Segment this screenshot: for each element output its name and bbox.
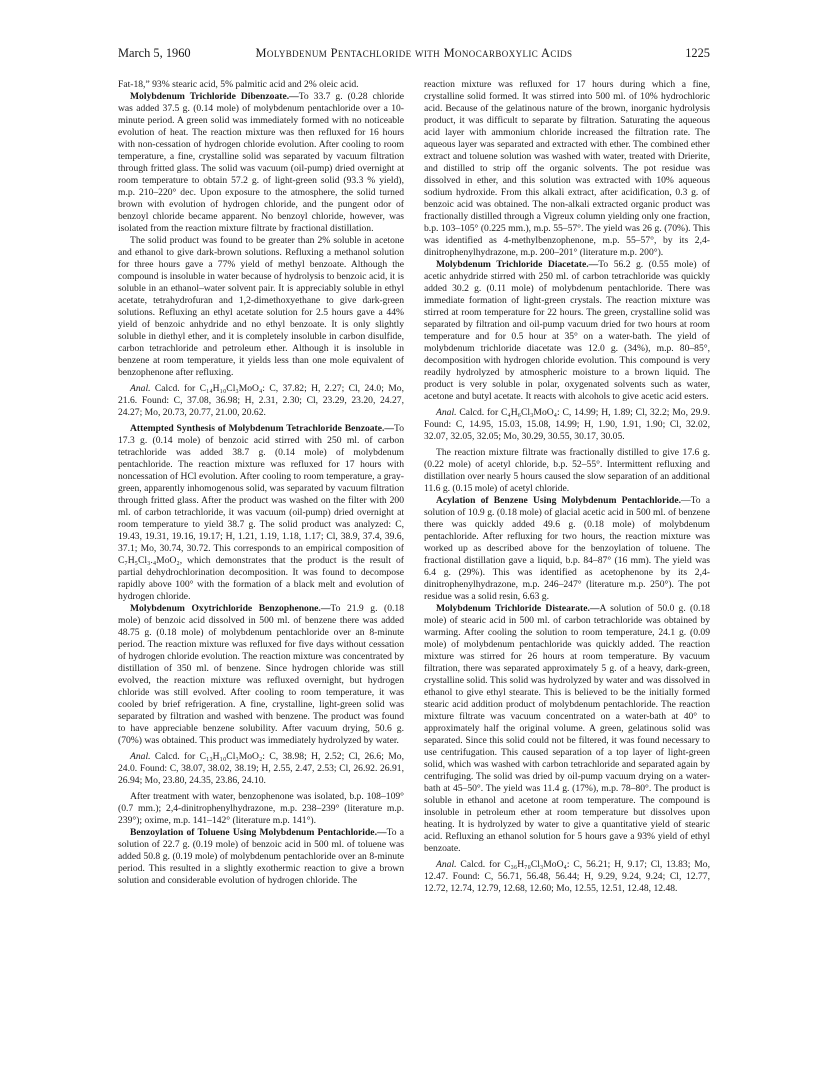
section-paragraph — [424, 603, 710, 855]
left-column — [118, 79, 404, 1009]
paragraph-text: The reaction mixture filtrate was fractionally distilled to give 17.6 g. (0.22 mole) of acetyl chloride, b.p. 52–55°. Intermittent refluxing and distillation over nearly 5 hours caused the slow separation of an additional 11.6 g. (0.15 mole) of acetyl chloride. — [424, 447, 710, 494]
section-paragraph — [118, 91, 404, 235]
section-heading: Attempted Synthesis of Molybdenum Tetrachloride Benzoate.— — [130, 423, 394, 434]
paragraph-text: After treatment with water, benzophenone was isolated, b.p. 108–109° (0.7 mm.); 2,4-dinitrophenylhydrazone, m.p. 238–239° (literature m.p. 239°); oxime, m.p. 141–142° (literature m.p. 141°). — [118, 791, 404, 826]
paragraph — [424, 79, 710, 259]
page-number: 1225 — [685, 46, 710, 60]
section-text: To 21.9 g. (0.18 mole) of benzoic acid dissolved in 500 ml. of benzene there was added 48.75 g. (0.18 mole) of molybdenum pentachloride over an 8-minute period. The reaction mixture was refluxed for five days without cessation of hydrogen chloride evolution. The reaction mixture was concentrated by distillation of 350 ml. of benzene. Since hydrogen chloride was still evolved, the reaction mixture was refluxed overnight, but hydrogen chloride was still evolved. After cooling to room temperature, it was cooled by brief refrigeration. A fine, crystalline, light-green solid was separated by filtration and washed with benzene. The product was found to have appreciable benzene solubility. After vacuum drying, 50.6 g. (70%) was obtained. This product was immediately hydrolyzed by water. — [118, 603, 404, 746]
section-paragraph — [118, 603, 404, 747]
analysis-values: Calcd. for C₁₃H₁₀Cl₃MoO₂: C, 38.98; H, 2.52; Cl, 26.6; Mo, 24.0. Found: C, 38.07, 38.02, 38.19; H, 2.55, 2.47, 2.53; Cl, 26.92. 26.91, 26.94; Mo, 23.80, 24.35, 23.86, 24.10. — [118, 751, 404, 786]
paragraph — [118, 791, 404, 827]
section-text: To a solution of 22.7 g. (0.19 mole) of benzoic acid in 500 ml. of toluene was added 50.8 g. (0.19 mole) of molybdenum pentachloride over an 8-minute period. This resulted in a slightly exothermic reaction to give a brown solution and considerable evolution of hydrogen chloride. The — [118, 827, 404, 886]
analysis-label: Anal. — [436, 407, 457, 418]
section-text: To 33.7 g. (0.28 chloride was added 37.5 g. (0.14 mole) of molybdenum pentachloride over a 10-minute period. A green solid was immediately formed with no noticeable evolution of heat. The reaction mixture was then refluxed for 16 hours with non-cessation of hydrogen chloride evolution. After cooling to room temperature, a fine, crystalline solid was separated by vacuum filtration through fritted glass. The solid was vacuum (oil-pump) dried overnight at room temperature to obtain 57.2 g. of light-green solid (93.3 % yield), m.p. 210–220° dec. Upon exposure to the atmosphere, the solid turned brown with evolution of hydrogen chloride, and the pungent odor of benzoyl chloride became apparent. No benzoyl chloride, however, was isolated from the reaction mixture filtrate by fractional distillation. — [118, 91, 404, 234]
section-heading: Molybdenum Oxytrichloride Benzophenone.— — [130, 603, 331, 614]
paragraph-text: reaction mixture was refluxed for 17 hours during which a fine, crystalline solid formed. It was stirred into 500 ml. of 10% hydrochloric acid. Because of the gelatinous nature of the brown, inorganic hydrolysis product, it was difficult to separate by filtration. Saturating the aqueous acid layer with ammonium chloride increased the filtration rate. The aqueous layer was separated and extracted with ether. The combined ether extract and toluene solution was washed with water, treated with Drierite, and distilled to strip off the organic solvents. The pot residue was dissolved in ether, and this solution was extracted with 10% aqueous sodium hydroxide. From this alkali extract, after acidification, 0.3 g. of benzoic acid was obtained. The non-alkali extracted organic product was fractionally distilled through a Vigreux column yielding only one fraction, b.p. 103–105° (0.225 mm.), m.p. 55–57°. The yield was 26 g. (70%). This was identified as 4-methylbenzophenone, m.p. 55–57°, by its 2,4-dinitrophenylhydrazone, m.p. 200–201° (literature m.p. 200°). — [424, 79, 710, 258]
section-paragraph — [118, 423, 404, 603]
analysis-paragraph — [424, 859, 710, 895]
running-title: Molybdenum Pentachloride with Monocarboxylic Acids — [255, 46, 573, 60]
analysis-paragraph — [118, 751, 404, 787]
paragraph — [118, 235, 404, 379]
analysis-label: Anal. — [130, 751, 151, 762]
section-paragraph — [118, 827, 404, 887]
analysis-label: Anal. — [130, 383, 151, 394]
right-column — [424, 79, 710, 1009]
analysis-values: Calcd. for C₁₄H₁₀Cl₃MoO₄: C, 37.82; H, 2.27; Cl, 24.0; Mo, 21.6. Found: C, 37.08, 36.98; H, 2.31, 2.30; Cl, 23.29, 23.20, 24.27, 24.27; Mo, 20.73, 20.77, 21.00, 20.62. — [118, 383, 404, 418]
section-text: —To a solution of 10.9 g. (0.18 mole) of glacial acetic acid in 500 ml. of benzene there was quickly added 49.6 g. (0.18 mole) of molybdenum pentachloride. After refluxing for two hours, the reaction mixture was worked up as described above for the benzoylation of toluene. The fractional distillation gave a liquid, b.p. 84–87° (16 mm). The yield was 6.4 g. (29%). This was identified as acetophenone by its 2,4-dinitrophenylhydrazone, m.p. 246–247° (literature m.p. 250°). The pot residue was a solid resin, 6.63 g. — [424, 495, 710, 602]
page-header — [118, 46, 710, 64]
paragraph — [424, 447, 710, 495]
paragraph-text: The solid product was found to be greater than 2% soluble in acetone and ethanol to give dark-brown solutions. Refluxing a methanol solution for three hours gave a 77% yield of methyl benzoate. Although the compound is insoluble in water because of hydrolysis to benzoic acid, it is soluble in an ethanol–water solvent pair. It is appreciably soluble in ethyl acetate, tetrahydrofuran and 1,2-dimethoxyethane to give dark-green solutions. Refluxing an ethyl acetate solution for 2.5 hours gave a 44% yield of benzoic anhydride and no ethyl benzoate. It is only slightly soluble in diethyl ether, and it is completely insoluble in carbon disulfide, carbon tetrachloride and petroleum ether. Although it is insoluble in benzene at room temperature, it yields less than one mole equivalent of benzophenone after refluxing. — [118, 235, 404, 378]
section-text: To 17.3 g. (0.14 mole) of benzoic acid stirred with 250 ml. of carbon tetrachloride was added 38.7 g. (0.14 mole) of molybdenum pentachloride. The reaction mixture was refluxed for 17 hours with noncessation of HCl evolution. After cooling to room temperature, a gray-green, apparently inhomogenous solid, was separated by vacuum filtration through fritted glass. After the product was washed on the filter with 200 ml. of carbon tetrachloride, it was vacuum (oil-pump) dried overnight at room temperature to yield 38.7 g. The solid product was analyzed: C, 19.43, 19.31, 19.16, 19.17; H, 1.21, 1.19, 1.18, 1.17; Cl, 38.9, 37.4, 39.6, 37.1; Mo, 30.74, 30.72. This corresponds to an empirical composition of C₇H₅Cl₃.₄MoO₂, which demonstrates that the product is the result of partial dehydrochlorination decomposition. It was found to decompose rapidly above 100° with the formation of a black melt and evolution of hydrogen chloride. — [118, 423, 404, 602]
analysis-label: Anal. — [436, 859, 457, 870]
section-heading: Molybdenum Trichloride Dibenzoate.— — [130, 91, 299, 102]
section-heading: Acylation of Benzene Using Molybdenum Pentachloride. — [436, 495, 682, 506]
section-heading: Benzoylation of Toluene Using Molybdenum Pentachloride.— — [130, 827, 387, 838]
analysis-values: Calcd. for C₃₆H₇₀Cl₃MoO₄: C, 56.21; H, 9.17; Cl, 13.83; Mo, 12.47. Found: C, 56.71, 56.48, 56.44; H, 9.29, 9.24, 9.24; Cl, 12.77, 12.72, 12.74, 12.79, 12.68, 12.60; Mo, 12.55, 12.51, 12.48, 12.48. — [424, 859, 710, 894]
analysis-values: Calcd. for C₄H₆Cl₃MoO₄: C, 14.99; H, 1.89; Cl, 32.2; Mo, 29.9. Found: C, 14.95, 15.03, 15.08, 14.99; H, 1.90, 1.91, 1.90; Cl, 32.02, 32.07, 32.05, 32.05; Mo, 30.29, 30.55, 30.17, 30.05. — [424, 407, 710, 442]
section-heading: Molybdenum Trichloride Diacetate.— — [436, 259, 599, 270]
analysis-paragraph — [424, 407, 710, 443]
section-paragraph — [424, 259, 710, 403]
paragraph — [118, 79, 404, 91]
section-text: A solution of 50.0 g. (0.18 mole) of stearic acid in 500 ml. of carbon tetrachloride was obtained by warming. After cooling the solution to room temperature, 24.1 g. (0.09 mole) of molybdenum pentachloride was quickly added. The reaction mixture was stirred for 26 hours at room temperature. By vacuum filtration, there was separated approximately 5 g. of a heavy, dark-green, crystalline solid. This solid was hydrolyzed by water and was dissolved in ethanol to give ethyl stearate. This is believed to be the initially formed stearic acid addition product of molybdenum pentachloride. The reaction mixture filtrate was vacuum concentrated on a water-bath at 40° to approximately half the original volume. A green, gelatinous solid was separated. Since this solid could not be filtered, it was found necessary to use centrifugation. This caused separation of a top layer of light-green solid, which was washed with carbon tetrachloride and separated again by centrifuging. The solid was dried by oil-pump vacuum drying on a water-bath at 45–50°. The yield was 11.4 g. (17%), m.p. 78–80°. The product is soluble in ethanol and acetone at room temperature. The compound is insoluble in petroleum ether at room temperature but dissolves upon heating. It is hydrolyzed by water to give a quantitative yield of stearic acid. Refluxing an ethanol solution for 5 hours gave a 93% yield of ethyl benzoate. — [424, 603, 710, 854]
section-heading: Molybdenum Trichloride Distearate.— — [436, 603, 600, 614]
section-paragraph — [424, 495, 710, 603]
issue-date: March 5, 1960 — [118, 46, 191, 60]
paragraph-text: Fat-18,” 93% stearic acid, 5% palmitic acid and 2% oleic acid. — [118, 79, 359, 90]
section-text: To 56.2 g. (0.55 mole) of acetic anhydride stirred with 250 ml. of carbon tetrachloride was quickly added 30.2 g. (0.11 mole) of molybdenum pentachloride. There was immediate formation of light-green crystals. The reaction mixture was stirred at room temperature for 22 hours. The green, crystalline solid was separated by filtration and oil-pump vacuum dried for two hours at room temperature and for 0.5 hour at 35° on a water-bath. The yield of molybdenum trichloride diacetate was 12.0 g. (34%), m.p. 80–85°, decomposition with hydrogen chloride evolution. This compound is very readily hydrolyzed by atmospheric moisture to a brown liquid. The product is very soluble in polar, oxygenated solvents such as water, acetone and butyl acetate. It reacts with alcohols to give acetic acid esters. — [424, 259, 710, 402]
analysis-paragraph — [118, 383, 404, 419]
